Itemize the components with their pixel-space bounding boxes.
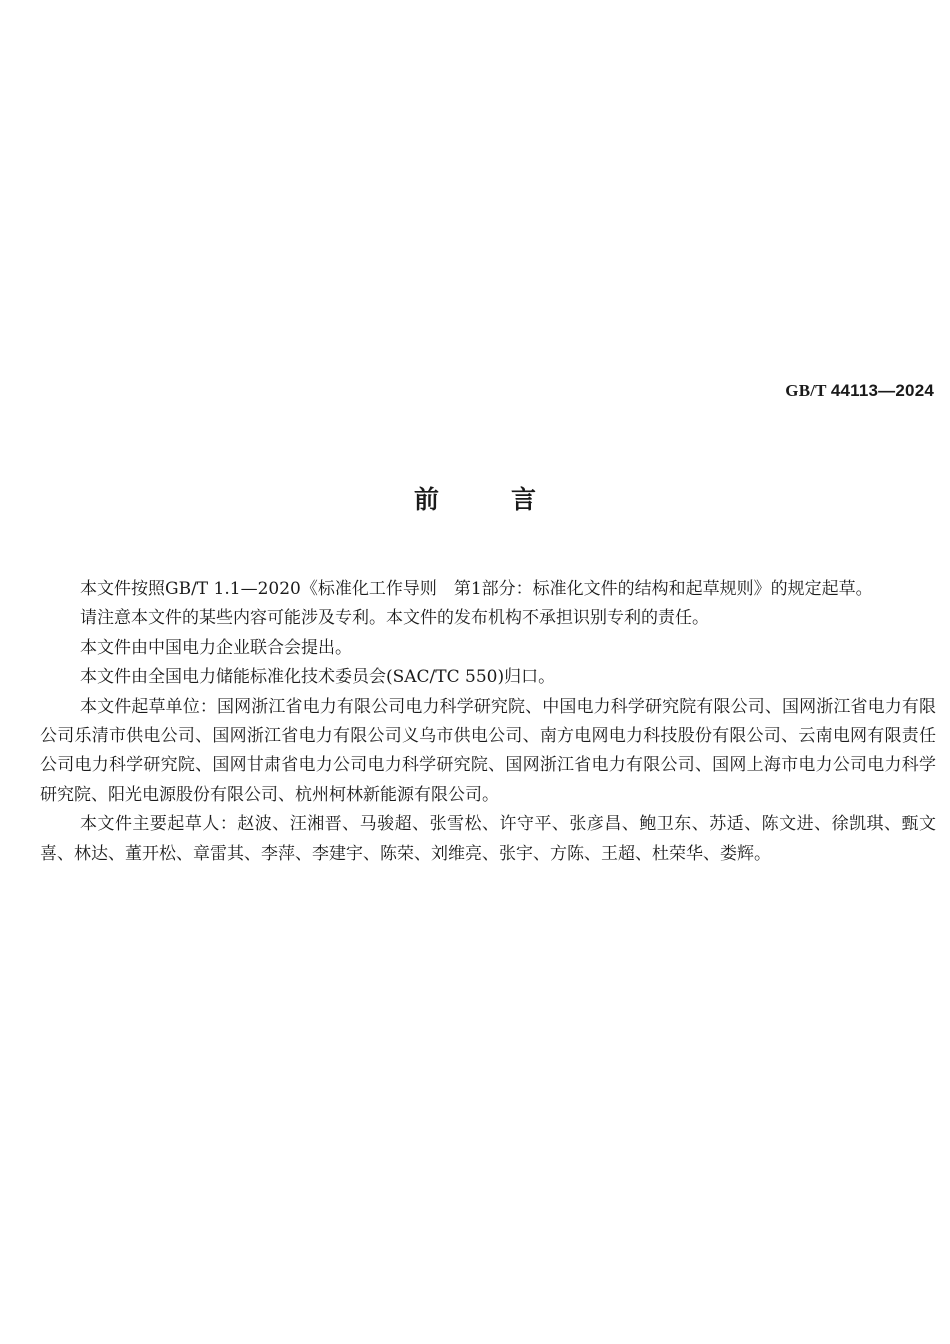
paragraph-proposer: 本文件由中国电力企业联合会提出。 [80,637,352,658]
standard-number [785,381,934,401]
paragraph-drafters: 本文件主要起草人：赵波、汪湘晋、马骏超、张雪松、许守平、张彦昌、鲍卫东、苏适、陈文进、徐凯琪、甄文喜、林达、董开松、章雷其、李萍、李建宇、陈荣、刘维亮、张宇、方陈、王超、杜荣华、娄辉。 [40,814,936,864]
paragraph-drafting-rules: 本文件按照GB/T 1.1—2020《标准化工作导则 第1部分：标准化文件的结构和起草规则》的规定起草。 [80,579,873,599]
standard-prefix: GB/T [785,381,827,400]
paragraph-drafting-organizations: 本文件起草单位：国网浙江省电力有限公司电力科学研究院、中国电力科学研究院有限公司、国网浙江省电力有限公司乐清市供电公司、国网浙江省电力有限公司义乌市供电公司、南方电网电力科技股份有限公司、云南电网有限责任公司电力科学研究院、国网甘肃省电力公司电力科学研究院、国网浙江省电力有限公司、国网上海市电力公司电力科学研究院、阳光电源股份有限公司、杭州柯林新能源有限公司。 [40,696,936,805]
paragraph-patent-notice: 请注意本文件的某些内容可能涉及专利。本文件的发布机构不承担识别专利的责任。 [80,608,709,629]
page-title: 前言 [413,485,608,514]
foreword-body [40,575,936,869]
paragraph-technical-committee: 本文件由全国电力储能标准化技术委员会(SAC/TC 550)归口。 [80,667,556,688]
standard-code: 44113—2024 [830,381,934,400]
